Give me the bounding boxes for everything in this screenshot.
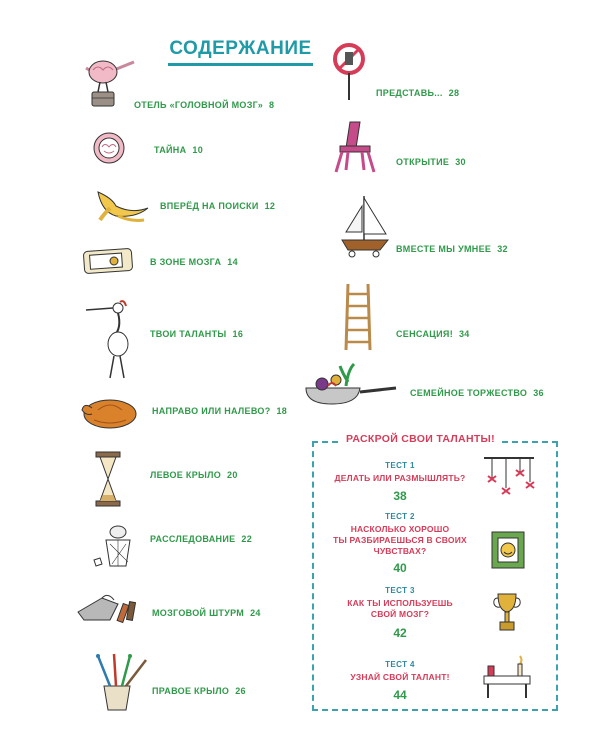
test-2-label: ТЕСТ 2 <box>385 512 415 521</box>
toc-entry-label: РАССЛЕДОВАНИЕ <box>150 534 236 544</box>
toc-entry-page: 30 <box>455 157 466 167</box>
mobile-hanger-icon <box>480 452 538 502</box>
toc-entry-label: ПРЕДСТАВЬ... <box>376 88 443 98</box>
toc-entry-page: 34 <box>459 329 470 339</box>
wastebasket-icon <box>90 522 136 574</box>
banana-peel-icon <box>92 184 152 222</box>
test-3-question <box>318 598 482 620</box>
test-4-page[interactable]: 44 <box>393 688 407 702</box>
test-2-question <box>318 524 482 557</box>
toc-entry-label: ТАЙНА <box>154 145 187 155</box>
toc-entry-page: 32 <box>497 244 508 254</box>
toc-entry-label: СЕМЕЙНОЕ ТОРЖЕСТВО <box>410 388 528 398</box>
toc-entry-page: 10 <box>192 145 204 155</box>
toc-entry-investigation[interactable] <box>150 534 252 544</box>
test-2-page[interactable]: 40 <box>393 561 407 575</box>
phone-icon <box>80 246 136 276</box>
toc-entry-secret[interactable] <box>154 145 203 155</box>
brain-medallion-icon <box>92 130 126 166</box>
toc-entry-page: 12 <box>264 201 276 211</box>
toc-entry-imagine[interactable] <box>376 88 459 98</box>
toc-entry-label: ОТКРЫТИЕ <box>396 157 450 167</box>
toc-entry-label: СЕНСАЦИЯ! <box>396 329 453 339</box>
hourglass-icon <box>94 450 122 508</box>
roast-chicken-icon <box>78 392 140 432</box>
toc-entry-together[interactable] <box>396 244 508 254</box>
test-2-question-line: НАСКОЛЬКО ХОРОШО <box>350 524 450 534</box>
toc-entry-label: В ЗОНЕ МОЗГА <box>150 257 222 267</box>
toc-entry-brain-zone[interactable] <box>150 257 238 267</box>
toc-entry-page: 28 <box>448 88 460 98</box>
toc-entry-label: ТВОИ ТАЛАНТЫ <box>150 329 227 339</box>
toc-entry-right-or-left[interactable] <box>152 406 287 416</box>
test-3-question-line: СВОЙ МОЗГ? <box>370 609 430 619</box>
test-4-question <box>318 672 482 683</box>
toc-entry-page: 36 <box>533 388 544 398</box>
test-4-label: ТЕСТ 4 <box>385 660 415 669</box>
iron-brush-icon <box>74 590 140 626</box>
toc-entry-search[interactable] <box>160 201 275 211</box>
sailboat-icon <box>336 192 392 258</box>
toc-entry-page: 26 <box>235 686 246 696</box>
toc-entry-label: ПРАВОЕ КРЫЛО <box>152 686 230 696</box>
test-2-question-line: ТЫ РАЗБИРАЕШЬСЯ В СВОИХ <box>333 535 467 545</box>
talents-box-title: РАСКРОЙ СВОИ ТАЛАНТЫ! <box>340 433 501 445</box>
toc-entry-page: 18 <box>276 406 288 416</box>
trophy-icon <box>492 590 522 634</box>
brain-figure-icon <box>78 52 138 110</box>
chair-icon <box>330 118 380 174</box>
test-1-label: ТЕСТ 1 <box>385 461 415 470</box>
toc-entry-page: 16 <box>232 329 244 339</box>
test-3-page[interactable]: 42 <box>393 626 407 640</box>
toc-entry-label: МОЗГОВОЙ ШТУРМ <box>152 608 245 618</box>
toc-entry-page: 8 <box>269 100 275 110</box>
test-3-label: ТЕСТ 3 <box>385 586 415 595</box>
toc-entry-discovery[interactable] <box>396 157 466 167</box>
toc-entry-page: 22 <box>241 534 253 544</box>
frying-pan-icon <box>302 362 398 410</box>
toc-entry-sensation[interactable] <box>396 329 470 339</box>
smiley-frame-icon <box>490 530 526 570</box>
test-1-question <box>324 473 476 484</box>
toc-entry-left-wing[interactable] <box>150 470 238 480</box>
toc-entry-label: НАПРАВО ИЛИ НАЛЕВО? <box>152 406 271 416</box>
heron-icon <box>80 298 138 380</box>
toc-entry-brainstorm[interactable] <box>152 608 261 618</box>
toc-entry-page: 20 <box>227 470 238 480</box>
no-sign-icon <box>332 42 366 102</box>
test-3-question-line: КАК ТЫ ИСПОЛЬЗУЕШЬ <box>347 598 453 608</box>
toc-entry-celebration[interactable] <box>410 388 544 398</box>
toc-entry-page: 24 <box>250 608 261 618</box>
toc-entry-talents[interactable] <box>150 329 243 339</box>
toc-entry-label: ВМЕСТЕ МЫ УМНЕЕ <box>396 244 492 254</box>
test-2-question-line: ЧУВСТВАХ? <box>373 546 427 556</box>
table-candle-icon <box>482 652 532 700</box>
toc-entry-label: ВПЕРЁД НА ПОИСКИ <box>160 201 259 211</box>
toc-entry-page: 14 <box>227 257 238 267</box>
test-1-page[interactable]: 38 <box>393 489 407 503</box>
toc-entry-hotel[interactable] <box>134 100 274 110</box>
toc-entry-label: ЛЕВОЕ КРЫЛО <box>150 470 222 480</box>
title-underline <box>168 63 313 66</box>
paint-brushes-icon <box>90 650 152 712</box>
test-1-question-line: ДЕЛАТЬ ИЛИ РАЗМЫШЛЯТЬ? <box>334 473 466 483</box>
toc-entry-label: ОТЕЛЬ «ГОЛОВНОЙ МОЗГ» <box>134 100 264 110</box>
page-title: СОДЕРЖАНИЕ <box>169 38 312 59</box>
ladder-icon <box>340 282 376 352</box>
toc-entry-right-wing[interactable] <box>152 686 246 696</box>
test-4-question-line: УЗНАЙ СВОЙ ТАЛАНТ! <box>350 672 450 682</box>
